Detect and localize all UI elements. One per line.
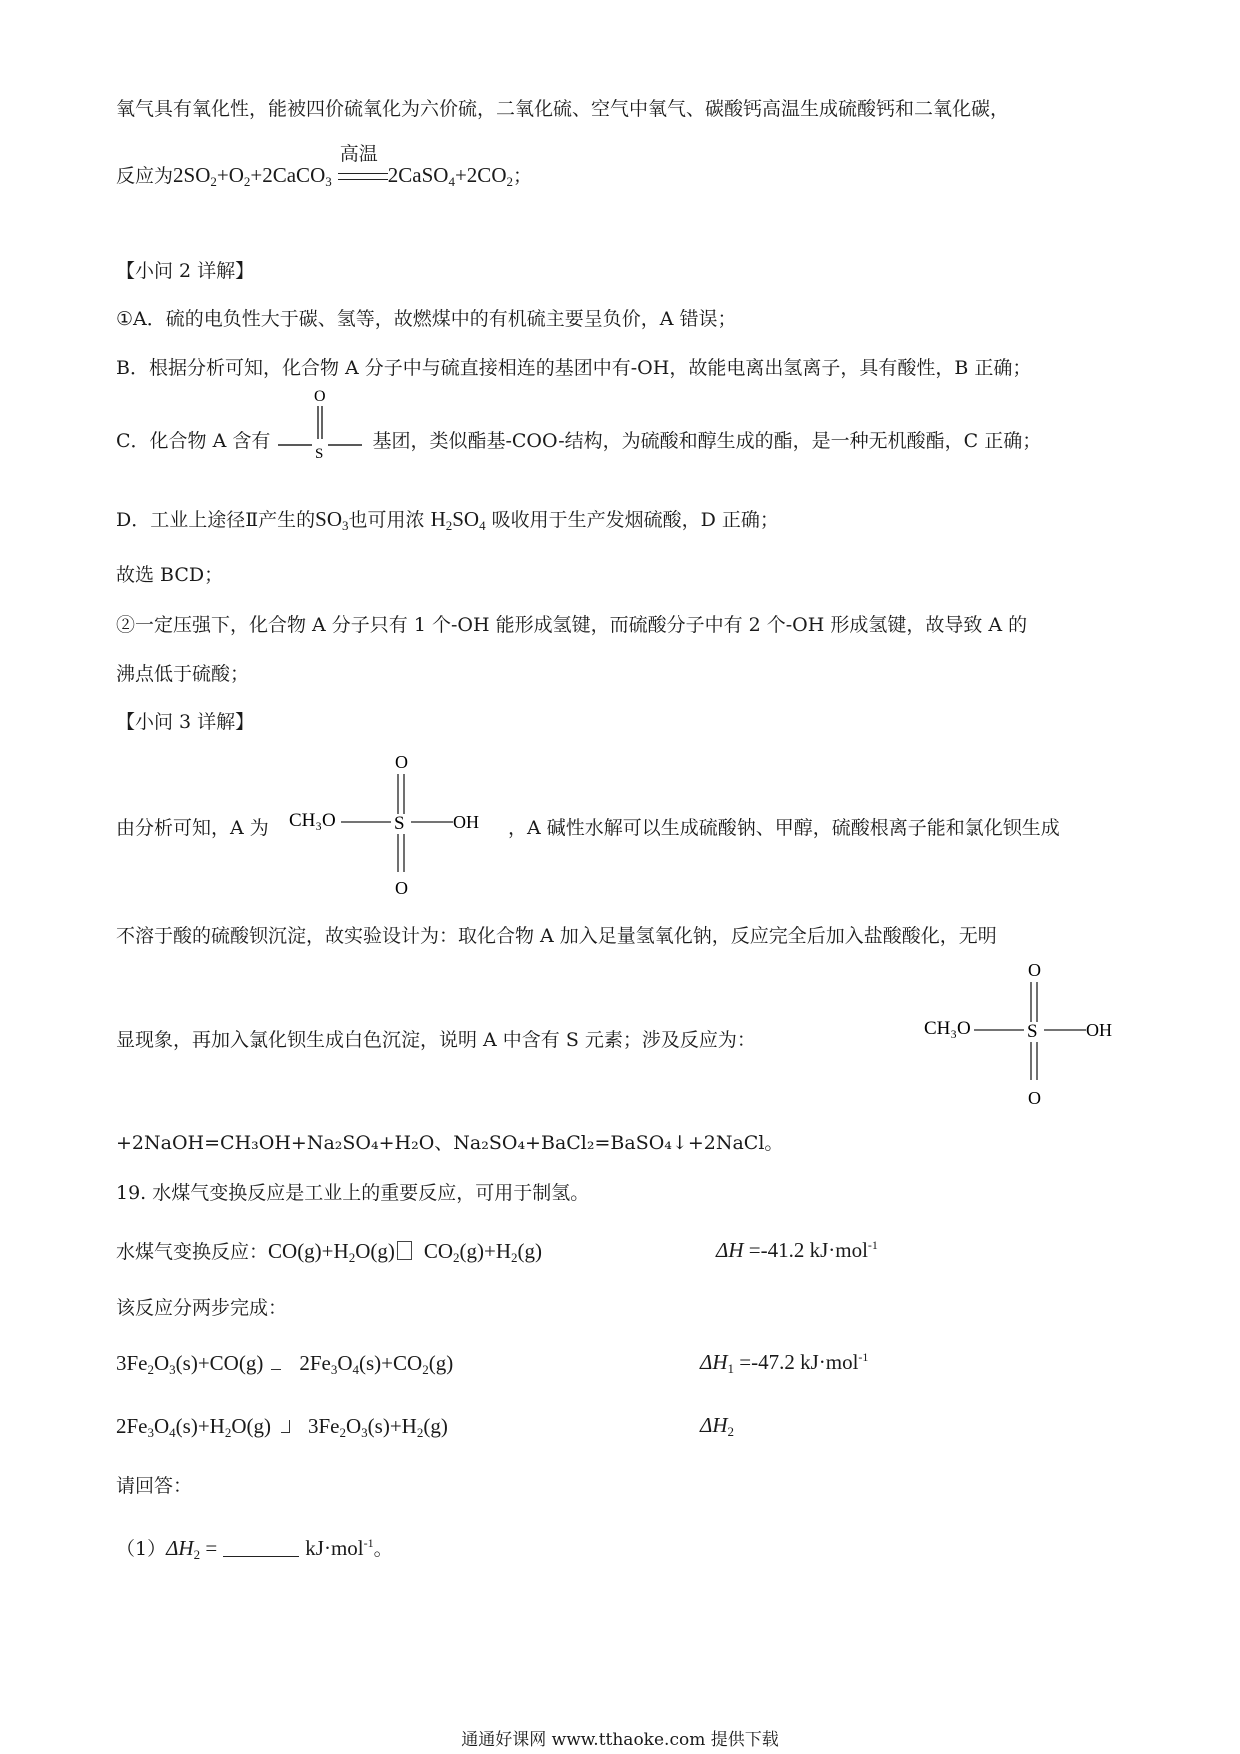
q2-option-c-suffix: 基团，类似酯基-COO-结构，为硫酸和醇生成的酯，是一种无机酸酯，C 正确；	[372, 430, 1042, 452]
equilibrium-arrow-icon	[271, 1369, 281, 1370]
q2-option-d-prefix: D．工业上途径Ⅱ产生的	[116, 509, 316, 531]
struct-o-label: O	[314, 388, 326, 405]
q19-q1: $(1)\Delta H_2 = kJ\cdot mol^{-1}$。	[116, 1536, 393, 1562]
struct2-oh: OH	[1086, 1020, 1112, 1040]
q2-option-d-mid: 也可用浓	[348, 509, 425, 531]
q19-reaction-enthalpy: ΔH =-41.2 kJ·mol$^{-1}$	[716, 1238, 878, 1262]
q19-step2	[116, 1413, 448, 1446]
reaction-left: $2SO_2+O_2+2CaCO_3$	[173, 163, 332, 189]
text-line-1: 氧气具有氧化性，能被四价硫氧化为六价硫，二氧化硫、空气中氧气、碳酸钙高温生成硫酸钙和二氧化碳，	[116, 98, 1010, 120]
page-footer: 通通好课网 www.tthaoke.com 提供下载	[461, 1730, 779, 1750]
struct-s-label: S	[315, 446, 324, 462]
q3-line3: 显现象，再加入氯化钡生成白色沉淀，说明 A 中含有 S 元素；涉及反应为：	[116, 1029, 756, 1051]
q19-dh-value: -41.2 kJ·mol	[760, 1238, 868, 1262]
struct2-ch3o: CH₃O	[924, 1018, 971, 1039]
struct2-s: S	[1027, 1021, 1038, 1042]
q19-q1-unit: kJ·mol	[305, 1536, 364, 1560]
q19-reaction-equation: $CO(g)+H_2O(g)$ $CO_2(g)+H_2(g)$	[268, 1239, 543, 1265]
q19-step1	[116, 1350, 453, 1383]
q19-q1-exp: -1	[363, 1536, 374, 1550]
q19-step1-equation: $3Fe_2O_3(s)+CO(g)$ $2Fe_3O_4(s)+CO_2(g)$	[116, 1351, 454, 1377]
equal-sign-double-line	[338, 173, 388, 180]
struct1-s: S	[394, 813, 405, 834]
q3-line1-prefix: 由分析可知，A 为	[116, 817, 269, 839]
struct2-o-bottom: O	[1028, 1088, 1041, 1108]
q2-option-d-suffix: 吸收用于生产发烟硫酸，D 正确；	[491, 509, 779, 531]
reaction-semicolon: ；	[512, 165, 532, 187]
q19-title: 19. 水煤气变换反应是工业上的重要反应，可用于制氢。	[116, 1182, 590, 1204]
so3-formula: $SO_3$	[315, 507, 349, 533]
reaction-condition: 高温	[339, 143, 378, 165]
reaction-right: $2CaSO_4+2CO_2$	[387, 163, 513, 189]
reaction-arrow	[338, 143, 388, 187]
struct1-o-top: O	[395, 752, 408, 772]
q2-option-c-prefix: C．化合物 A 含有	[116, 430, 271, 452]
q2-option-d	[116, 506, 779, 539]
equilibrium-arrow-icon	[281, 1420, 290, 1433]
q19-q1-prefix: （1）	[116, 1538, 167, 1560]
h2so4-formula: $H_2SO_4$	[430, 507, 486, 533]
q3-line2: 不溶于酸的硫酸钡沉淀，故实验设计为：取化合物 A 加入足量氢氧化钠，反应完全后加入盐酸酸化，无明	[116, 925, 997, 947]
q19-step2-enthalpy: $\Delta H_2$	[700, 1413, 734, 1439]
struct1-ch3o: CH₃O	[289, 810, 336, 831]
q2-option-b: B．根据分析可知，化合物 A 分子中与硫直接相连的基团中有-OH，故能电离出氢离子，具有酸性，B 正确；	[116, 357, 1032, 379]
q19-q1-suffix: 。	[373, 1538, 393, 1560]
q3-line1	[116, 815, 269, 841]
q3-line4: +2NaOH=CH₃OH+Na₂SO₄+H₂O、Na₂SO₄+BaCl₂=BaSO₄↓+2NaCl。	[116, 1132, 784, 1154]
equilibrium-arrow-icon	[397, 1241, 412, 1260]
q19-dh1-value: -47.2 kJ·mol	[751, 1350, 859, 1374]
methyl-hydrogen-sulfate-structure-2	[920, 960, 1130, 1110]
sulfonyl-structure	[276, 388, 358, 462]
q2-heading: 【小问 2 详解】	[116, 260, 255, 282]
q2-option-a: ①A．硫的电负性大于碳、氢等，故燃煤中的有机硫主要呈负价，A 错误；	[116, 308, 737, 330]
q2-part2-line1: ②一定压强下，化合物 A 分子只有 1 个-OH 能形成氢键，而硫酸分子中有 2 个-OH 形成氢键，故导致 A 的	[116, 614, 1028, 636]
reaction-prefix: 反应为	[116, 165, 174, 187]
q2-answer: 故选 BCD；	[116, 564, 224, 586]
q19-step1-enthalpy: $\Delta H_1 =-47.2$ kJ·mol$^{-1}$	[700, 1350, 869, 1376]
q19-dh1-exp: -1	[858, 1350, 869, 1364]
q19-two-steps: 该反应分两步完成：	[116, 1297, 288, 1319]
reaction-line	[116, 143, 532, 195]
q2-part2-line2: 沸点低于硫酸；	[116, 663, 250, 685]
q19-dh-exp: -1	[867, 1238, 878, 1252]
q19-reaction-label: 水煤气变换反应：	[116, 1241, 269, 1263]
struct1-oh: OH	[453, 812, 479, 832]
sulfonyl-structure-svg	[276, 383, 366, 479]
struct1-o-bottom: O	[395, 878, 408, 898]
q2-option-c	[116, 388, 1042, 462]
q19-please-answer: 请回答：	[116, 1475, 193, 1497]
answer-blank[interactable]	[223, 1556, 299, 1557]
methyl-hydrogen-sulfate-structure-1	[287, 752, 517, 902]
q3-line1-suffix: ，A 碱性水解可以生成硫酸钠、甲醇，硫酸根离子能和氯化钡生成	[508, 817, 1060, 839]
q3-heading: 【小问 3 详解】	[116, 711, 255, 733]
struct2-o-top: O	[1028, 960, 1041, 980]
q19-step2-equation: $2Fe_3O_4(s)+H_2O(g)$ $3Fe_2O_3(s)+H_2(g)$	[116, 1414, 448, 1440]
q19-reaction	[116, 1238, 542, 1271]
